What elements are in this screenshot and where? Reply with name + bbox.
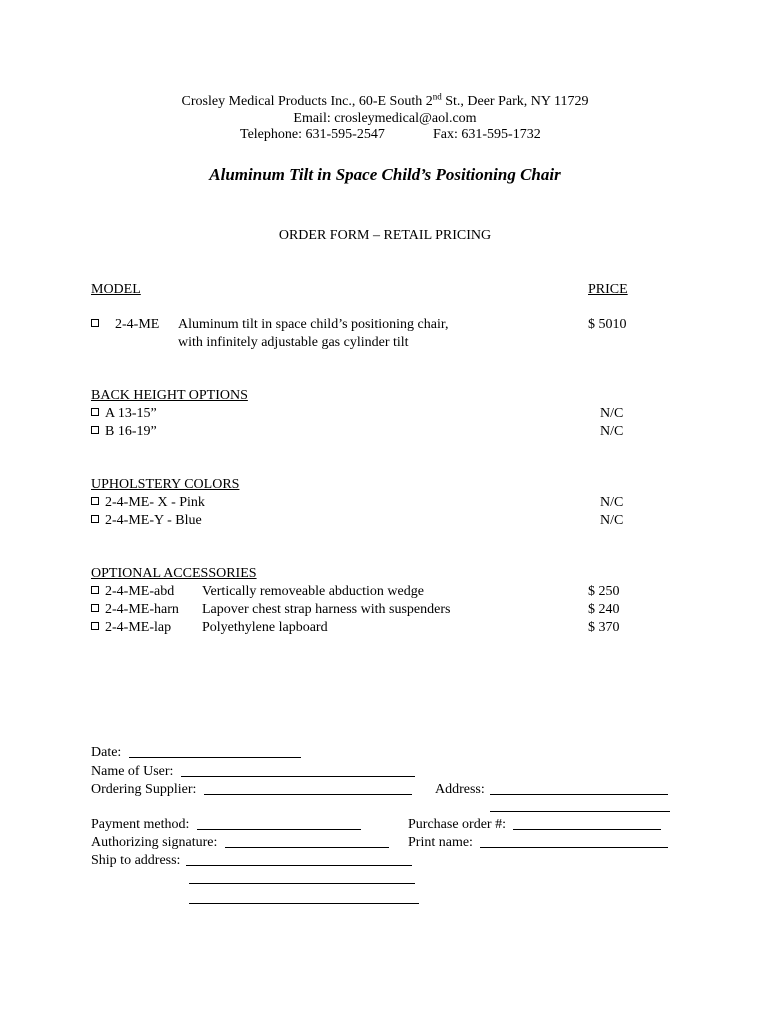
payment-method-input-line[interactable] <box>197 815 361 830</box>
authorizing-signature-input-line[interactable] <box>225 833 389 848</box>
address-label: Address: <box>435 782 485 797</box>
print-name-label: Print name: <box>408 835 473 850</box>
accessories-heading: OPTIONAL ACCESSORIES <box>91 566 257 581</box>
document-subtitle: ORDER FORM – RETAIL PRICING <box>278 228 492 243</box>
back-height-heading: BACK HEIGHT OPTIONS <box>91 388 248 403</box>
back-height-b-price: N/C <box>600 424 624 439</box>
back-height-a-label: A 13-15” <box>105 406 157 421</box>
ordering-supplier-label: Ordering Supplier: <box>91 782 197 797</box>
company-fax: Fax: 631-595-1732 <box>433 127 541 142</box>
ship-to-address-line-2 <box>189 869 415 888</box>
ship-to-address-label: Ship to address: <box>91 853 181 868</box>
address-text-end: St., Deer Park, NY 11729 <box>441 94 589 109</box>
company-address <box>0 93 770 111</box>
upholstery-option-blue <box>91 512 202 530</box>
date-field <box>91 743 301 762</box>
model-price: $ 5010 <box>588 317 627 332</box>
company-telephone: Telephone: 631-595-2547 <box>240 127 385 142</box>
model-column-heading: MODEL <box>91 282 141 297</box>
model-code: 2-4-ME <box>115 317 160 332</box>
purchase-order-label: Purchase order #: <box>408 817 506 832</box>
ship-to-address-input-line-2[interactable] <box>189 869 415 884</box>
accessory-lap <box>91 619 171 637</box>
ordering-supplier-field <box>91 780 412 799</box>
purchase-order-input-line[interactable] <box>513 815 661 830</box>
payment-method-label: Payment method: <box>91 817 190 832</box>
accessory-abd-code: 2-4-ME-abd <box>105 584 175 599</box>
accessory-harn-code: 2-4-ME-harn <box>105 602 179 617</box>
date-label: Date: <box>91 745 122 760</box>
print-name-input-line[interactable] <box>480 833 668 848</box>
name-of-user-label: Name of User: <box>91 764 174 779</box>
authorizing-signature-field <box>91 833 389 852</box>
accessory-lap-code: 2-4-ME-lap <box>105 620 172 635</box>
address-line-2 <box>490 797 670 816</box>
payment-method-field <box>91 815 361 834</box>
accessory-lap-checkbox[interactable] <box>91 622 99 630</box>
model-row <box>91 316 105 334</box>
upholstery-pink-price: N/C <box>600 495 624 510</box>
upholstery-option-pink <box>91 494 205 512</box>
upholstery-pink-label: 2-4-ME- X - Pink <box>105 495 205 510</box>
price-column-heading: PRICE <box>588 282 628 297</box>
upholstery-pink-checkbox[interactable] <box>91 497 99 505</box>
back-height-b-label: B 16-19” <box>105 424 157 439</box>
name-of-user-field <box>91 762 415 781</box>
back-height-option-b <box>91 423 157 441</box>
back-height-option-a <box>91 405 157 423</box>
upholstery-blue-checkbox[interactable] <box>91 515 99 523</box>
ship-to-address-field <box>91 851 412 870</box>
back-height-b-checkbox[interactable] <box>91 426 99 434</box>
date-input-line[interactable] <box>129 743 301 758</box>
name-of-user-input-line[interactable] <box>181 762 415 777</box>
ship-to-address-input-line-3[interactable] <box>189 889 419 904</box>
accessory-abd-checkbox[interactable] <box>91 586 99 594</box>
upholstery-blue-price: N/C <box>600 513 624 528</box>
address-text: Crosley Medical Products Inc., 60-E South 2 <box>181 94 433 109</box>
back-height-a-price: N/C <box>600 406 624 421</box>
upholstery-heading: UPHOLSTERY COLORS <box>91 477 240 492</box>
authorizing-signature-label: Authorizing signature: <box>91 835 218 850</box>
model-checkbox[interactable] <box>91 319 99 327</box>
address-input-line-2[interactable] <box>490 797 670 812</box>
model-description-line2: with infinitely adjustable gas cylinder tilt <box>178 335 409 350</box>
upholstery-blue-label: 2-4-ME-Y - Blue <box>105 513 202 528</box>
accessory-lap-price: $ 370 <box>588 620 620 635</box>
address-input-line-1[interactable] <box>490 780 668 795</box>
ship-to-address-input-line-1[interactable] <box>186 851 412 866</box>
ship-to-address-line-3 <box>189 889 419 908</box>
accessory-abd <box>91 583 174 601</box>
model-description-line1: Aluminum tilt in space child’s positioning chair, <box>178 317 449 332</box>
address-superscript: nd <box>432 91 442 102</box>
company-email: Email: crosleymedical@aol.com <box>293 111 477 126</box>
accessory-abd-price: $ 250 <box>588 584 620 599</box>
accessory-harn-checkbox[interactable] <box>91 604 99 612</box>
ordering-supplier-input-line[interactable] <box>204 780 412 795</box>
accessory-harn <box>91 601 179 619</box>
accessory-harn-description: Lapover chest strap harness with suspenders <box>202 602 451 617</box>
print-name-field <box>408 833 668 852</box>
accessory-abd-description: Vertically removeable abduction wedge <box>202 584 424 599</box>
back-height-a-checkbox[interactable] <box>91 408 99 416</box>
purchase-order-field <box>408 815 661 834</box>
document-title: Aluminum Tilt in Space Child’s Positioning Chair <box>209 165 561 184</box>
accessory-harn-price: $ 240 <box>588 602 620 617</box>
accessory-lap-description: Polyethylene lapboard <box>202 620 328 635</box>
